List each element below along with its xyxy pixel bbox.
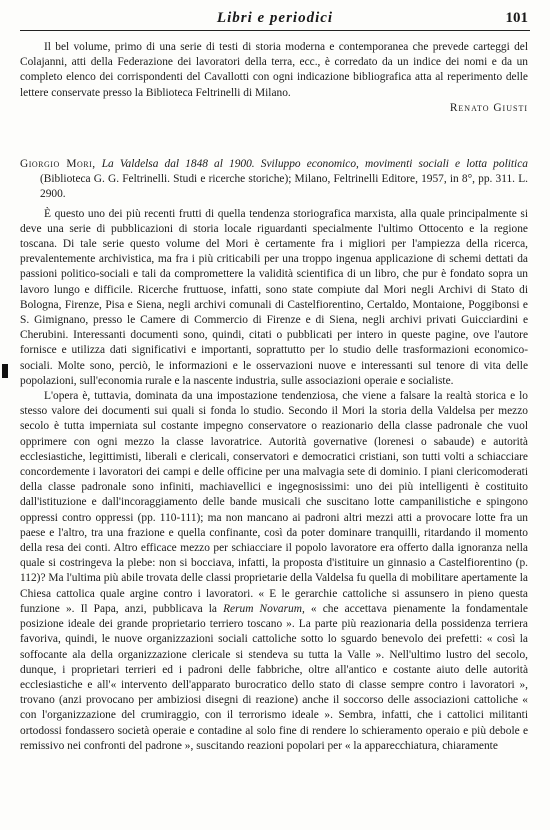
page-number: 101 <box>505 10 528 26</box>
review-2-paragraph-1: È questo uno dei più recenti frutti di quella tendenza storiografica marxista, alla quale principalmente si deve una serie di pubblicazioni di storia locale riguardanti specialmente l'ultimo Ottocento e la regione toscana. Di tale serie questo volume del Mori è certamente fra i migliori per l'ampiezza della ricerca, prevalentemente archivistica, ma fra i più criticabili per una troppo ingenua applicazione di schemi dettati da passioni politico-sociali e tali da compromettere la validità scientifica di un libro, che pur è fondato sopra un lavoro lungo e difficile. Ricerche fruttuose, infatti, sono state compiute dal Mori negli Archivi di Stato di Bologna, Firenze, Pisa e Siena, negli archivi comunali di Castelfiorentino, Certaldo, Montaione, Poggibonsi e S. Gimignano, presso le Camere di Commercio di Firenze e di Siena, negli archivi privati Guicciardini e Cherubini. Interessanti documenti sono, quindi, citati o pubblicati per intero in queste pagine, ove l'autore fornisce e utilizza dati significativi e importanti, soprattutto per lo studio delle trasformazioni economico-sociali. Molte sono, perciò, le informazioni e le osservazioni nuove e interessanti sul tenore di vita delle popolazioni, sull'economia rurale e la nascente industria, sulle associazioni operaie e socialiste. <box>20 207 528 387</box>
bibliographic-entry <box>20 157 528 203</box>
running-header <box>20 8 530 31</box>
book-author: Giorgio Mori, <box>20 158 96 170</box>
review-1 <box>20 40 528 116</box>
book-title: La Valdelsa dal 1848 al 1900. Sviluppo economico, movimenti sociali e lotta politica <box>101 158 528 170</box>
margin-mark <box>2 364 8 378</box>
book-details: (Biblioteca G. G. Feltrinelli. Studi e ricerche storiche); Milano, Feltrinelli Editore, 1957, in 8°, pp. 311. L. 2900. <box>40 173 528 201</box>
review-1-signature: Renato Giusti <box>449 101 528 114</box>
running-title: Libri e periodici <box>216 10 334 26</box>
review-2 <box>20 157 528 754</box>
review-1-text: Il bel volume, primo di una serie di testi di storia moderna e contemporanea che prevede carteggi del Colajanni, atti della Federazione dei lavoratori della terra, ecc., è corredato da un indice dei nomi e da un completo elenco dei corrispondenti del Cavallotti con ogni indicazione bibliografica atta al reperimento delle lettere conservate presso la Biblioteca Feltrinelli di Milano. <box>20 41 528 99</box>
encyclical-title: Rerum Novarum, <box>223 602 305 615</box>
paragraph-2-continued: « che accettava pienamente la fondamentale posizione ideale dei grande proprietario terriero toscano ». La parte più reazionaria della possidenza terriera favoriva, quindi, le nuove organizzazioni sociali cattoliche sotto lo sguardo benevolo dei prefetti: « così la soffocante ala della organizzazione clericale si stendeva su tutta la Valle ». Nell'ultimo lustro del secolo, dunque, i proprietari terrieri ed i padroni delle fabbriche, oltre all'antico e costante aiuto delle autorità ecclesiastiche e all'« intervento dell'apparato burocratico dello stato di classe sempre contro i lavoratori », trovano (anzi provocano per ambiziosi disegni di reazione) anche il soccorso delle associazioni cattoliche « con l'organizzazione del crumiraggio, con il terrorismo ideale ». Sembra, infatti, che i cattolici militanti ortodossi fondassero società operaie e contadine al solo fine di rendere lo schieramento operaio e più debole e remissivo nei confronti del padrone », suscitando reazioni popolari per « la apparecchiatura, chiaramente <box>20 602 528 752</box>
review-2-paragraph-2 <box>20 389 528 754</box>
paragraph-2-text: L'opera è, tuttavia, dominata da una impostazione tendenziosa, che viene a falsare la realtà storica e lo stesso valore dei documenti sui quali si fonda lo studio. Secondo il Mori la storia della Valdelsa per mezzo secolo è tutta imperniata sul costante impegno conservatore o reazionario della classe padronale che vuol opprimere con ogni mezzo la classe lavoratrice. Autorità governative (lorenesi o sabaude) e autorità ecclesiastiche, legittimisti, liberali e clericali, conservatori e democratici cristiani, son tutti volti a schiacciare concordemente i lavoratori dei campi e delle officine per una malvagia sete di dominio. I piani clericomoderati della classe padronale sono infiniti, machiavellici e ingegnosissimi: uno dei più intelligenti è costituito dall'istituzione e dall'incoraggiamento delle bande musicali che suscitano lotte campanilistiche e spingono oppressi contro oppressi (pp. 110-111); ma non mancano ai padroni altri mezzi atti a provocare lotte fra un paese e l'altro, tra una frazione e quella confinante, così da poter dominare tranquilli, ritardando il momento della resa dei conti. Altro efficace mezzo per schiacciare il popolo lavoratore era offerto dalla ignoranza nella quale si costringeva la plebe: non si bocciava, infatti, la proposta d'istituire un ginnasio a Castelfiorentino (p. 112)? Ma l'ultima più abile trovata delle classi proprietarie della Valdelsa fu quella di mobilitare apertamente la Chiesa cattolica quale argine contro i lavoratori. « E le gerarchie cattoliche si assunsero in pieno questa funzione ». Il Papa, anzi, pubblicava la <box>20 390 528 615</box>
